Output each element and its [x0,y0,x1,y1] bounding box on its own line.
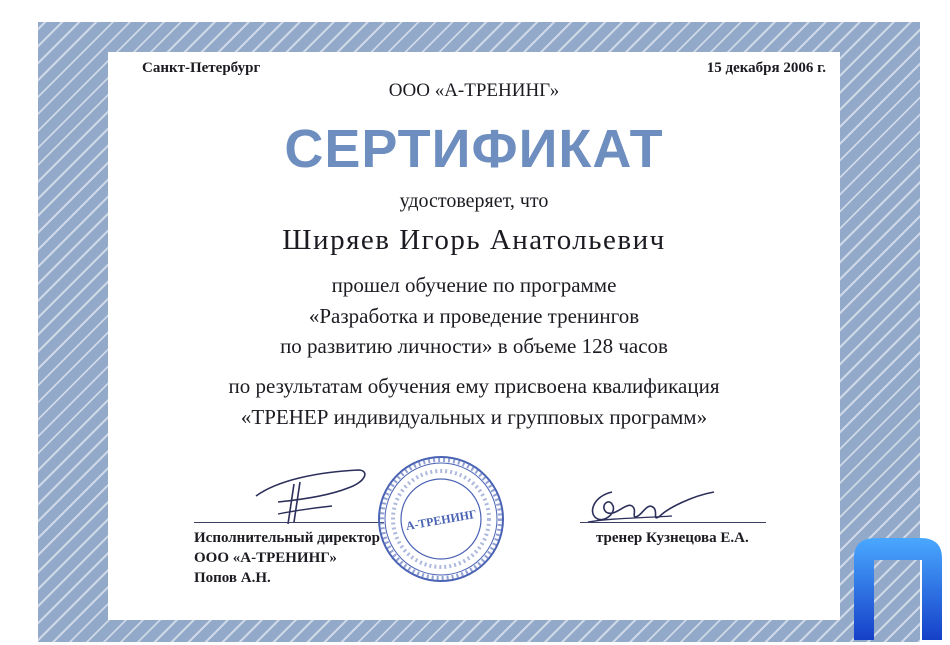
trainer-signature [582,482,722,532]
date-label: 15 декабря 2006 г. [706,60,826,76]
qualification-line-2: «ТРЕНЕР индивидуальных и групповых программ» [240,405,708,429]
organization-name: ООО «А-ТРЕНИНГ» [388,80,560,101]
director-organization: ООО «А-ТРЕНИНГ» [194,550,337,566]
director-signature-line [194,522,384,523]
certifies-text: удостоверяет, что [399,190,549,212]
recipient-name: Ширяев Игорь Анатольевич [282,224,666,256]
stamp-center-text: А-ТРЕНИНГ [404,506,478,534]
program-line-2: по развитию личности» в объеме 128 часов [280,334,668,358]
trainer-name: тренер Кузнецова Е.А. [596,530,749,546]
completed-text: прошел обучение по программе [331,273,617,297]
certificate-title: СЕРТИФИКАТ [284,119,664,179]
director-name: Попов А.Н. [194,570,271,586]
qualification-line-1: по результатам обучения ему присвоена квалификация [228,374,720,398]
program-line-1: «Разработка и проведение тренингов [308,304,640,328]
company-stamp [374,452,508,586]
director-title: Исполнительный директор [194,530,380,546]
certificate-paper [108,52,840,620]
city-label: Санкт-Петербург [142,60,261,76]
corner-logo-icon [852,536,944,640]
trainer-signature-line [580,522,766,523]
